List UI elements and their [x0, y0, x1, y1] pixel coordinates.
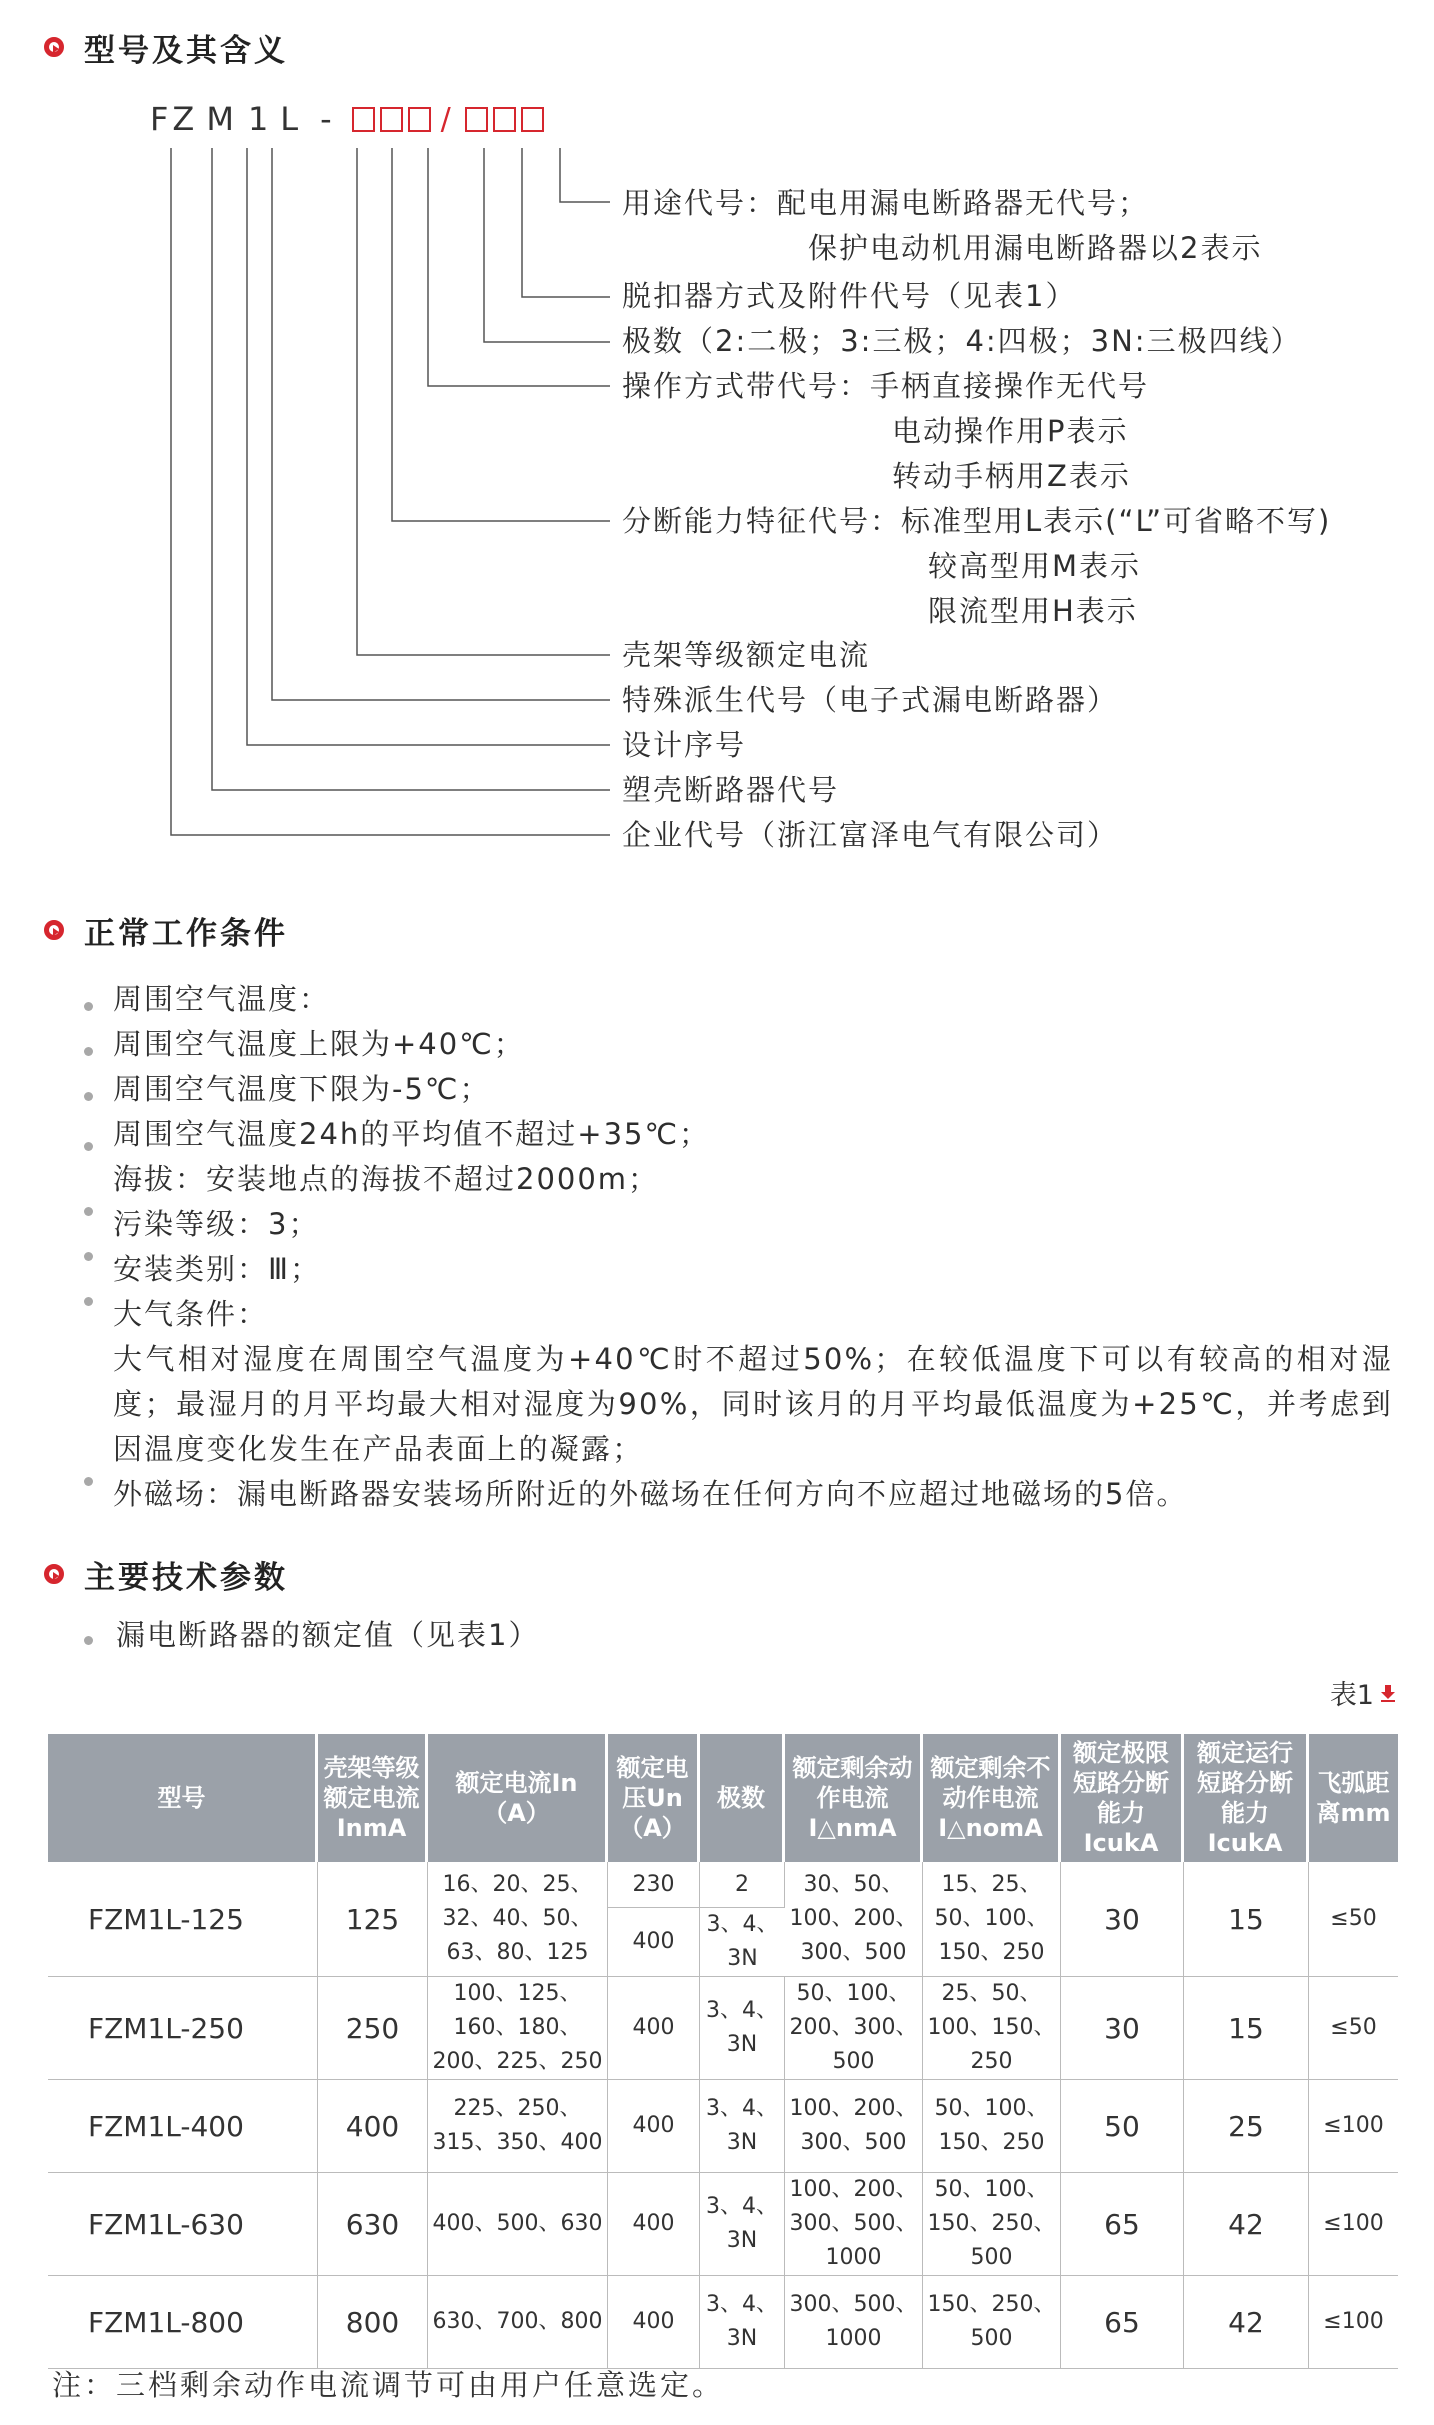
model-cell: FZM1L-125: [48, 1862, 318, 1977]
section-title: 型号及其含义: [84, 32, 288, 69]
code-slash: /: [440, 101, 455, 137]
meaning-line: 电动操作用P表示: [892, 414, 1129, 448]
header-cell: 极数: [700, 1734, 785, 1862]
cell: 250: [318, 1977, 428, 2080]
condition-item: 大气条件：: [113, 1297, 269, 1331]
section-heading-conditions: [44, 905, 288, 955]
cell: 225、250、315、350、400: [428, 2080, 608, 2173]
meaning-line: 操作方式带代号：手柄直接操作无代号: [622, 369, 1150, 403]
header-cell: 额定电流In（A）: [428, 1734, 608, 1862]
model-code-diagram: [0, 0, 1434, 880]
condition-item: 周围空气温度下限为-5℃；: [113, 1072, 491, 1106]
cell: 65: [1061, 2173, 1184, 2276]
cell: ≤50: [1309, 1977, 1398, 2080]
cell: 230: [608, 1862, 700, 1908]
condition-item: 污染等级：3；: [113, 1207, 320, 1241]
meaning-line: 特殊派生代号（电子式漏电断路器）: [622, 683, 1119, 717]
code-box: [380, 107, 403, 132]
list-bullet-icon: [84, 1142, 93, 1151]
cell: 3、4、3N: [700, 1977, 785, 2080]
list-bullet-icon: [84, 1207, 93, 1216]
meaning-line: 用途代号：配电用漏电断路器无代号；: [622, 186, 1150, 220]
model-cell: FZM1L-800: [48, 2276, 318, 2369]
table-label: 表1: [1329, 1680, 1374, 1711]
cell: 2: [700, 1862, 785, 1908]
code-box: [465, 107, 488, 132]
cell: 125: [318, 1862, 428, 1977]
cell: 630、700、800: [428, 2276, 608, 2369]
cell: 100、125、160、180、200、225、250: [428, 1977, 608, 2080]
condition-item: 周围空气温度：: [113, 982, 331, 1016]
cell: 630: [318, 2173, 428, 2276]
model-cell: FZM1L-400: [48, 2080, 318, 2173]
meaning-line: 设计序号: [622, 728, 747, 762]
code-char: M: [206, 100, 238, 138]
model-cell: FZM1L-630: [48, 2173, 318, 2276]
cell: 400: [608, 1977, 700, 2080]
table-row: [48, 1977, 1398, 2080]
model-cell: FZM1L-250: [48, 1977, 318, 2080]
meaning-line: 企业代号（浙江富泽电气有限公司）: [622, 818, 1119, 852]
cell: 15: [1184, 1862, 1309, 1977]
table-caption: [1330, 1673, 1396, 1712]
meaning-line: 塑壳断路器代号: [622, 773, 840, 807]
table-row: [48, 1862, 1398, 1908]
arrow-down-icon: [1380, 1683, 1396, 1703]
list-bullet-icon: [84, 1092, 93, 1101]
parameters-table: [48, 1734, 1398, 2369]
cell: 150、250、500: [923, 2276, 1061, 2369]
cell: 400: [318, 2080, 428, 2173]
cell: 30、50、100、200、300、500: [785, 1862, 923, 1977]
meaning-line: 极数（2:二极；3:三极；4:四极；3N:三极四线）: [622, 324, 1302, 358]
header-cell: 额定剩余动作电流I△nmA: [785, 1734, 923, 1862]
cell: 100、200、300、500: [785, 2080, 923, 2173]
cell: 400: [608, 2080, 700, 2173]
code-char: F: [150, 100, 173, 138]
condition-paragraph: 大气相对湿度在周围空气温度为+40℃时不超过50%；在较低温度下可以有较高的相对湿度；最湿月的月平均最大相对湿度为90%，同时该月的月平均最低温度为+25℃，并考虑到因温度变化发生在产品表面上的凝露；: [113, 1342, 1393, 1466]
cell: 50、100、150、250: [923, 2080, 1061, 2173]
table-header-row: [48, 1734, 1398, 1862]
cell: 3、4、3N: [700, 2276, 785, 2369]
cell: 400: [608, 2276, 700, 2369]
cell: 300、500、1000: [785, 2276, 923, 2369]
cell: 800: [318, 2276, 428, 2369]
meaning-line: 转动手柄用Z表示: [892, 459, 1131, 493]
cell: 15、25、50、100、150、250: [923, 1862, 1061, 1977]
cell: 16、20、25、32、40、50、63、80、125: [428, 1862, 608, 1977]
cell: ≤100: [1309, 2276, 1398, 2369]
list-bullet-icon: [84, 1636, 93, 1645]
meaning-line: 脱扣器方式及附件代号（见表1）: [622, 279, 1077, 313]
subsection-label: 漏电断路器的额定值（见表1）: [116, 1618, 540, 1652]
code-box: [352, 107, 375, 132]
list-bullet-icon: [84, 1002, 93, 1011]
cell: 25、50、100、150、250: [923, 1977, 1061, 2080]
meaning-line: 分断能力特征代号：标准型用L表示(“L”可省略不写): [622, 504, 1332, 538]
bullet-icon: [44, 1564, 64, 1584]
bullet-icon: [44, 920, 64, 940]
cell: 50: [1061, 2080, 1184, 2173]
cell: 3、4、3N: [700, 2173, 785, 2276]
cell: 30: [1061, 1862, 1184, 1977]
code-box: [493, 107, 516, 132]
header-cell: 额定电压Un（A）: [608, 1734, 700, 1862]
cell: 15: [1184, 1977, 1309, 2080]
cell: ≤100: [1309, 2080, 1398, 2173]
list-bullet-icon: [84, 1047, 93, 1056]
table-row: [48, 2173, 1398, 2276]
code-char: 1: [247, 100, 273, 138]
cell: 400: [608, 2173, 700, 2276]
header-cell: 飞弧距离mm: [1309, 1734, 1398, 1862]
condition-item: 海拔：安装地点的海拔不超过2000m；: [113, 1162, 660, 1196]
cell: 30: [1061, 1977, 1184, 2080]
condition-item: 周围空气温度24h的平均值不超过+35℃；: [113, 1117, 711, 1151]
meaning-line: 较高型用M表示: [928, 549, 1142, 583]
code-char: L: [280, 100, 303, 138]
code-char: -: [320, 100, 336, 138]
model-code: [150, 100, 549, 138]
cell: 3、4、3N: [700, 2080, 785, 2173]
section-title: 正常工作条件: [84, 915, 288, 952]
list-bullet-icon: [84, 1252, 93, 1261]
cell: 42: [1184, 2276, 1309, 2369]
cell: 400: [608, 1908, 700, 1977]
cell: 50、100、150、250、500: [923, 2173, 1061, 2276]
meaning-line: 壳架等级额定电流: [622, 638, 871, 672]
header-cell: 额定运行短路分断能力IcukA: [1184, 1734, 1309, 1862]
header-cell: 型号: [48, 1734, 318, 1862]
cell: 50、100、200、300、500: [785, 1977, 923, 2080]
cell: 25: [1184, 2080, 1309, 2173]
table-row: [48, 2276, 1398, 2369]
code-box: [521, 107, 544, 132]
cell: 65: [1061, 2276, 1184, 2369]
list-bullet-icon: [84, 1297, 93, 1306]
code-char: Z: [172, 100, 199, 138]
header-cell: 额定剩余不动作电流I△nomA: [923, 1734, 1061, 1862]
condition-item: 安装类别：Ⅲ；: [113, 1252, 321, 1286]
cell: ≤50: [1309, 1862, 1398, 1977]
header-cell: 壳架等级额定电流InmA: [318, 1734, 428, 1862]
meaning-line: 限流型用H表示: [928, 594, 1138, 628]
meaning-line: 保护电动机用漏电断路器以2表示: [808, 231, 1263, 265]
cell: 100、200、300、500、1000: [785, 2173, 923, 2276]
section-title: 主要技术参数: [84, 1559, 288, 1596]
condition-item: 周围空气温度上限为+40℃；: [113, 1027, 525, 1061]
cell: 400、500、630: [428, 2173, 608, 2276]
cell: 3、4、3N: [700, 1908, 785, 1977]
table-note: 注：三档剩余动作电流调节可由用户任意选定。: [52, 2368, 725, 2402]
section-heading-parameters: [44, 1549, 288, 1599]
cell: ≤100: [1309, 2173, 1398, 2276]
table-row: [48, 2080, 1398, 2173]
cell: 42: [1184, 2173, 1309, 2276]
condition-item: 外磁场：漏电断路器安装场所附近的外磁场在任何方向不应超过地磁场的5倍。: [113, 1477, 1188, 1511]
header-cell: 额定极限短路分断能力IcukA: [1061, 1734, 1184, 1862]
list-bullet-icon: [84, 1477, 93, 1486]
code-box: [408, 107, 431, 132]
